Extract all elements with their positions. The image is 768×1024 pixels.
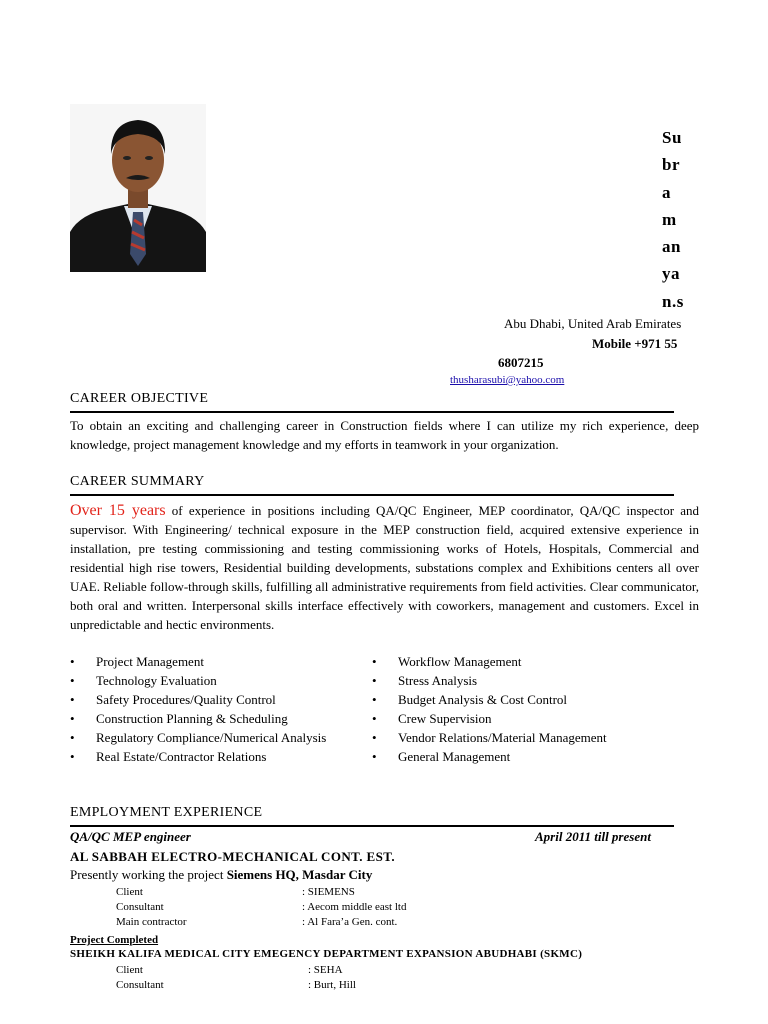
list-item: • Real Estate/Contractor Relations — [70, 749, 267, 764]
list-item: • Workflow Management — [372, 654, 522, 669]
bullet: • — [70, 730, 75, 745]
detail-value: : Al Fara’a Gen. cont. — [302, 916, 398, 928]
list-item: • Technology Evaluation — [70, 673, 217, 688]
career-summary-heading: CAREER SUMMARY — [70, 474, 205, 489]
bullet: • — [372, 730, 377, 745]
skills-column-left — [70, 652, 370, 766]
detail-label: Consultant — [116, 901, 164, 913]
detail-label: Client — [116, 964, 143, 976]
person-portrait-icon — [70, 104, 206, 272]
list-item: • Budget Analysis & Cost Control — [372, 692, 568, 707]
current-project-name: Siemens HQ, Masdar City — [226, 867, 373, 882]
list-item: • Vendor Relations/Material Management — [372, 730, 607, 745]
detail-value: : SIEMENS — [302, 886, 355, 898]
bullet: • — [70, 711, 75, 726]
bullet: • — [70, 654, 75, 669]
detail-label: Consultant — [116, 979, 164, 991]
profile-photo — [70, 104, 206, 272]
name-line: ya — [662, 264, 680, 284]
name-line: br — [662, 155, 680, 175]
mobile-line-2: 6807215 — [498, 355, 544, 370]
bullet: • — [70, 749, 75, 764]
name-line: an — [662, 237, 681, 257]
list-item: • Construction Planning & Scheduling — [70, 711, 288, 726]
employment-heading: EMPLOYMENT EXPERIENCE — [70, 805, 263, 820]
career-objective-paragraph: To obtain an exciting and challenging career in Construction fields where I can utilize my rich experience, deep knowledge, project management knowledge and my efforts in teamwork in your organization. — [70, 418, 699, 452]
list-item: • Safety Procedures/Quality Control — [70, 692, 276, 707]
bullet: • — [372, 711, 377, 726]
list-item: • General Management — [372, 749, 511, 764]
list-item: • Stress Analysis — [372, 673, 478, 688]
skills-column-right — [372, 652, 672, 766]
name-line: Su — [662, 128, 682, 147]
project-completed-label: Project Completed — [70, 934, 159, 946]
name-line: a — [662, 182, 671, 202]
list-item: • Regulatory Compliance/Numerical Analysis — [70, 730, 327, 745]
name-line: m — [662, 209, 677, 229]
career-summary-paragraph: of experience in positions including QA/QC Engineer, MEP coordinator, QA/QC inspector and supervisor. With Engineering/ technical exposure in the MEP construction field, acquired extensive experience in installation, pre testing commissioning and testing commissioning works of Hotels, Hospitals, Commercial and residential high rise towers, Residential building developments, substations complex and Exhibitions centers all over UAE. Reliable follow-through skills, fulfilling all administrative requirements from field activities. Clear communicator, both oral and written. Interpersonal skills interface effectively with coworkers, management and customers. Excel in unpredictable and hectic environments. — [70, 503, 699, 632]
career-objective-heading: CAREER OBJECTIVE — [70, 391, 209, 406]
email-link[interactable]: thusharasubi@yahoo.com — [450, 374, 565, 386]
section-divider — [70, 411, 674, 413]
bullet: • — [372, 692, 377, 707]
bullet: • — [372, 673, 377, 688]
detail-value: : SEHA — [308, 964, 343, 976]
bullet: • — [372, 749, 377, 764]
company-name: AL SABBAH ELECTRO-MECHANICAL CONT. EST. — [70, 849, 396, 864]
completed-project-name: SHEIKH KALIFA MEDICAL CITY EMEGENCY DEPARTMENT EXPANSION ABUDHABI (SKMC) — [70, 948, 583, 960]
candidate-name — [662, 124, 702, 315]
detail-value: : Burt, Hill — [308, 979, 356, 991]
bullet: • — [70, 692, 75, 707]
section-divider — [70, 825, 674, 827]
career-objective-text — [70, 416, 699, 454]
detail-label: Client — [116, 886, 143, 898]
list-item: • Crew Supervision — [372, 711, 492, 726]
experience-highlight: Over 15 years — [70, 502, 166, 519]
detail-label: Main contractor — [116, 916, 187, 928]
career-summary-text — [70, 501, 699, 634]
list-item: • Project Management — [70, 654, 204, 669]
section-divider — [70, 494, 674, 496]
detail-value: : Aecom middle east ltd — [302, 901, 407, 913]
address: Abu Dhabi, United Arab Emirates — [504, 316, 682, 331]
job-date: April 2011 till present — [535, 829, 651, 844]
bullet: • — [372, 654, 377, 669]
mobile-line-1: Mobile +971 55 — [592, 336, 678, 351]
current-project: Presently working the project Siemens HQ, Masdar City — [70, 867, 373, 882]
bullet: • — [70, 673, 75, 688]
name-line: n.s — [662, 291, 684, 311]
job-title: QA/QC MEP engineer — [70, 829, 191, 844]
